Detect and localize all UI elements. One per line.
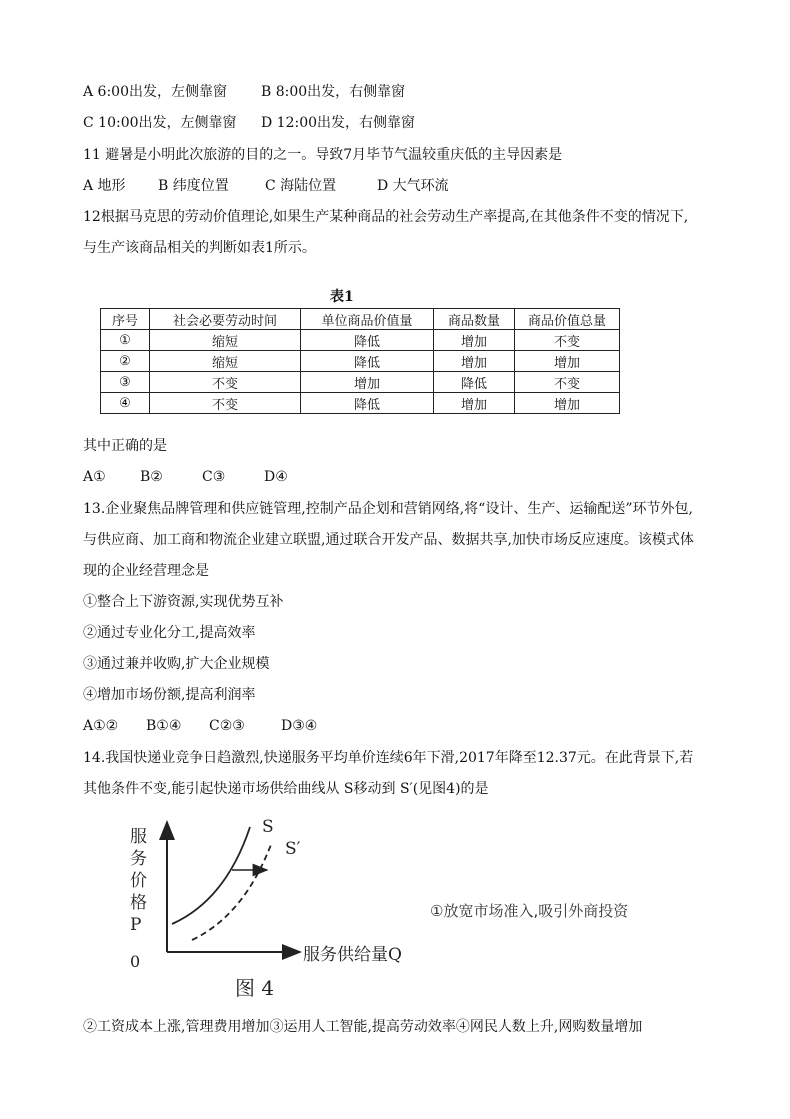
curve-s-label: S: [262, 817, 274, 837]
q12-option-a: A①: [83, 469, 106, 485]
q13-option-a: A①②: [83, 718, 119, 734]
q14-stem-line1: 14.我国快递业竞争日趋激烈,快递服务平均单价连续6年下滑,2017年降至12.37元。在此背景下,若: [83, 750, 694, 766]
table-cell: 不变: [150, 372, 301, 393]
table-cell: 不变: [515, 372, 620, 393]
q13-stem-line3: 现的企业经营理念是: [83, 563, 209, 579]
q14-bottom-options: ②工资成本上涨,管理费用增加③运用人工智能,提高劳动效率④网民人数上升,网购数量增加: [83, 1019, 643, 1035]
q12-option-c: C③: [202, 469, 226, 485]
table-row: [101, 393, 620, 414]
q14-stem-line2: 其他条件不变,能引起快递市场供给曲线从 S移动到 S′(见图4)的是: [83, 781, 489, 797]
table-row: [101, 351, 620, 372]
q10-options-row1: [83, 82, 405, 102]
q13-option-c: C②③: [209, 718, 245, 734]
curve-s: [172, 827, 250, 924]
table-cell: 降低: [434, 372, 515, 393]
table-cell: 缩短: [150, 330, 301, 351]
table-cell: ②: [101, 351, 150, 372]
q13-option-d: D③④: [281, 718, 318, 734]
q11-option-b: B 纬度位置: [158, 178, 229, 194]
table-cell: 降低: [301, 351, 434, 372]
table-cell: 增加: [515, 351, 620, 372]
table-cell: 缩短: [150, 351, 301, 372]
q13-stem-line2: 与供应商、加工商和物流企业建立联盟,通过联合开发产品、数据共享,加快市场反应速度。该模式体: [83, 532, 694, 548]
x-axis-label: 服务供给量Q: [303, 945, 402, 965]
q11-options: [83, 176, 449, 196]
q12-options: [83, 467, 288, 487]
q10-option-c: C 10:00出发，左侧靠窗: [83, 115, 237, 131]
table-header: 单位商品价值量: [301, 309, 434, 330]
q11-option-a: A 地形: [83, 178, 126, 194]
origin-label: 0: [130, 952, 141, 971]
table-header: 序号: [101, 309, 150, 330]
figure-caption: 图 4: [235, 976, 275, 1000]
table-cell: 增加: [434, 351, 515, 372]
q10-options-row2: [83, 113, 415, 133]
table-header-row: [101, 309, 620, 330]
table-row: [101, 372, 620, 393]
q11-option-c: C 海陆位置: [265, 178, 337, 194]
table-header: 商品数量: [434, 309, 515, 330]
table-cell: 增加: [515, 393, 620, 414]
curve-s-prime: [192, 842, 272, 940]
q12-prompt: 其中正确的是: [83, 438, 167, 454]
q10-option-d: D 12:00出发，右侧靠窗: [261, 115, 416, 131]
table-cell: 增加: [434, 393, 515, 414]
q14-side-option: ①放宽市场准入,吸引外商投资: [430, 902, 629, 920]
table-cell: ④: [101, 393, 150, 414]
q12-stem-line1: 12根据马克思的劳动价值理论,如果生产某种商品的社会劳动生产率提高,在其他条件不变的情况下,: [83, 209, 689, 225]
table-cell: 降低: [301, 393, 434, 414]
q11-stem: 11 避暑是小明此次旅游的目的之一。导致7月毕节气温较重庆低的主导因素是: [83, 147, 563, 163]
q13-item-1: ①整合上下游资源,实现优势互补: [83, 594, 284, 610]
q12-stem-line2: 与生产该商品相关的判断如表1所示。: [83, 240, 316, 256]
q13-options: [83, 716, 317, 736]
table-header: 社会必要劳动时间: [150, 309, 301, 330]
table-cell: ①: [101, 330, 150, 351]
table-1: [100, 308, 620, 414]
table-cell: 不变: [515, 330, 620, 351]
table-cell: 增加: [434, 330, 515, 351]
table-row: [101, 330, 620, 351]
q10-option-a: A 6:00出发，左侧靠窗: [83, 84, 227, 100]
q13-item-2: ②通过专业化分工,提高效率: [83, 625, 256, 641]
table-caption: 表1: [330, 289, 354, 305]
curve-s-prime-label: S′: [285, 839, 301, 859]
figure-4: [120, 812, 430, 1007]
q11-option-d: D 大气环流: [377, 178, 449, 194]
table-cell: 不变: [150, 393, 301, 414]
q12-option-d: D④: [264, 469, 288, 485]
table-cell: ③: [101, 372, 150, 393]
y-axis-label: 服务价格 P: [130, 827, 147, 935]
table-cell: 降低: [301, 330, 434, 351]
q13-item-4: ④增加市场份额,提高利润率: [83, 687, 256, 703]
q13-stem-line1: 13.企业聚焦品牌管理和供应链管理,控制产品企划和营销网络,将“设计、生产、运输配送”环节外包,: [83, 501, 693, 517]
table-cell: 增加: [301, 372, 434, 393]
q13-option-b: B①④: [146, 718, 182, 734]
q10-option-b: B 8:00出发，右侧靠窗: [261, 84, 406, 100]
q12-option-b: B②: [140, 469, 163, 485]
table-header: 商品价值总量: [515, 309, 620, 330]
q13-item-3: ③通过兼并收购,扩大企业规模: [83, 656, 270, 672]
